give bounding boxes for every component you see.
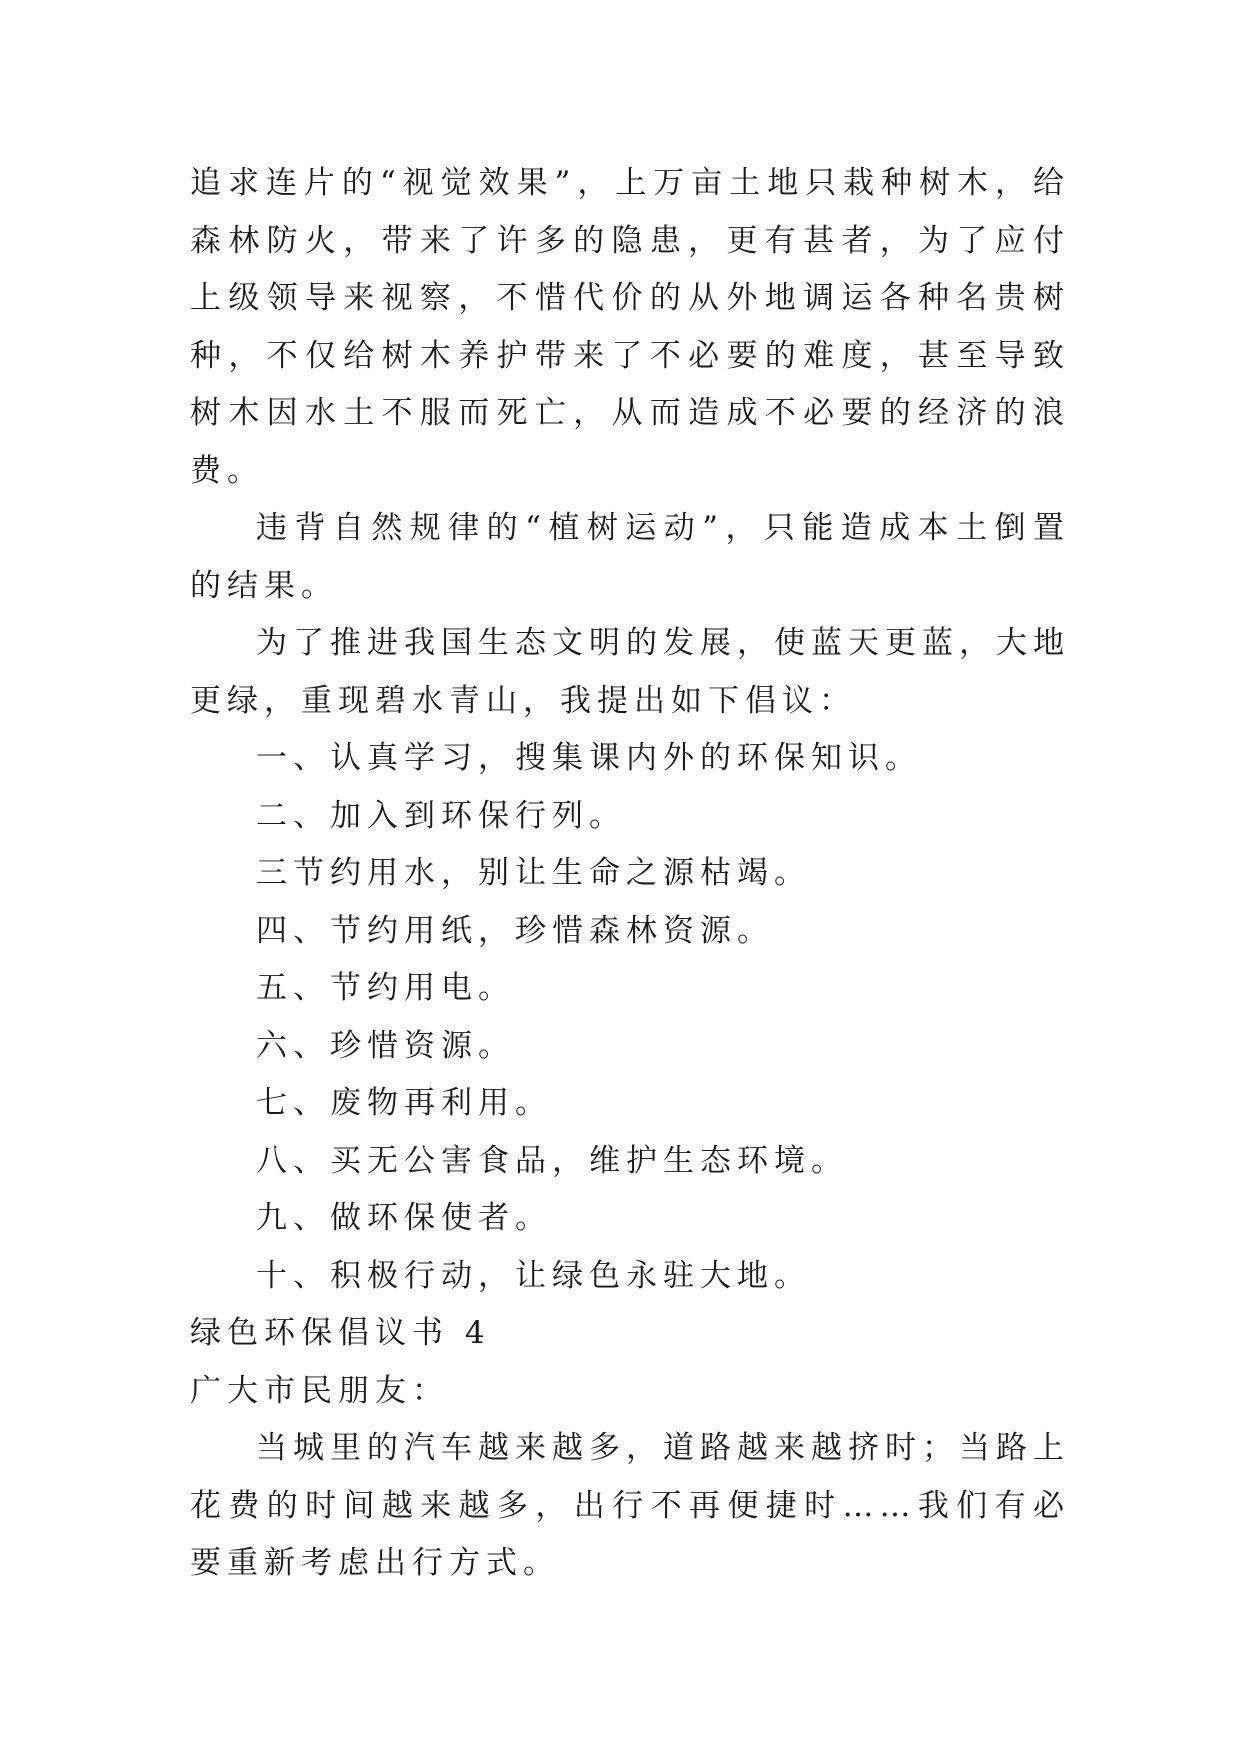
document-page (190, 155, 1070, 1593)
list-item-1: 一、认真学习，搜集课内外的环保知识。 (256, 740, 922, 776)
list-item-2: 二、加入到环保行列。 (256, 797, 626, 834)
body-paragraph: 当城里的汽车越来越多，道路越来越挤时；当路上花费的时间越来越多，出行不再便捷时……我们有必要重新考虑出行方式。 (190, 1430, 1070, 1581)
list-item-4: 四、节约用纸，珍惜森林资源。 (256, 912, 774, 949)
paragraph-proposal-intro: 为了推进我国生态文明的发展，使蓝天更蓝，大地更绿，重现碧水青山，我提出如下倡议： (190, 625, 1070, 719)
list-item-5: 五、节约用电。 (256, 970, 515, 1006)
list-item-9: 九、做环保使者。 (256, 1200, 552, 1236)
list-item-7: 七、废物再利用。 (256, 1085, 552, 1121)
list-item-6: 六、珍惜资源。 (256, 1027, 515, 1064)
list-item-3: 三节约用水，别让生命之源枯竭。 (256, 855, 811, 891)
section-title: 绿色环保倡议书 4 (190, 1315, 491, 1351)
salutation: 广大市民朋友： (190, 1372, 449, 1409)
list-item-10: 十、积极行动，让绿色永驻大地。 (256, 1257, 811, 1294)
paragraph-tree-planting-issues: 追求连片的“视觉效果”，上万亩土地只栽种树木，给森林防火，带来了许多的隐患，更有甚者，为了应付上级领导来视察，不惜代价的从外地调运各种名贵树种，不仅给树木养护带来了不必要的难度，甚至导致树木因水土不服而死亡，从而造成不必要的经济的浪费。 (190, 165, 1070, 489)
paragraph-natural-law: 违背自然规律的“植树运动”，只能造成本土倒置的结果。 (190, 510, 1070, 604)
list-item-8: 八、买无公害食品，维护生态环境。 (256, 1142, 848, 1179)
